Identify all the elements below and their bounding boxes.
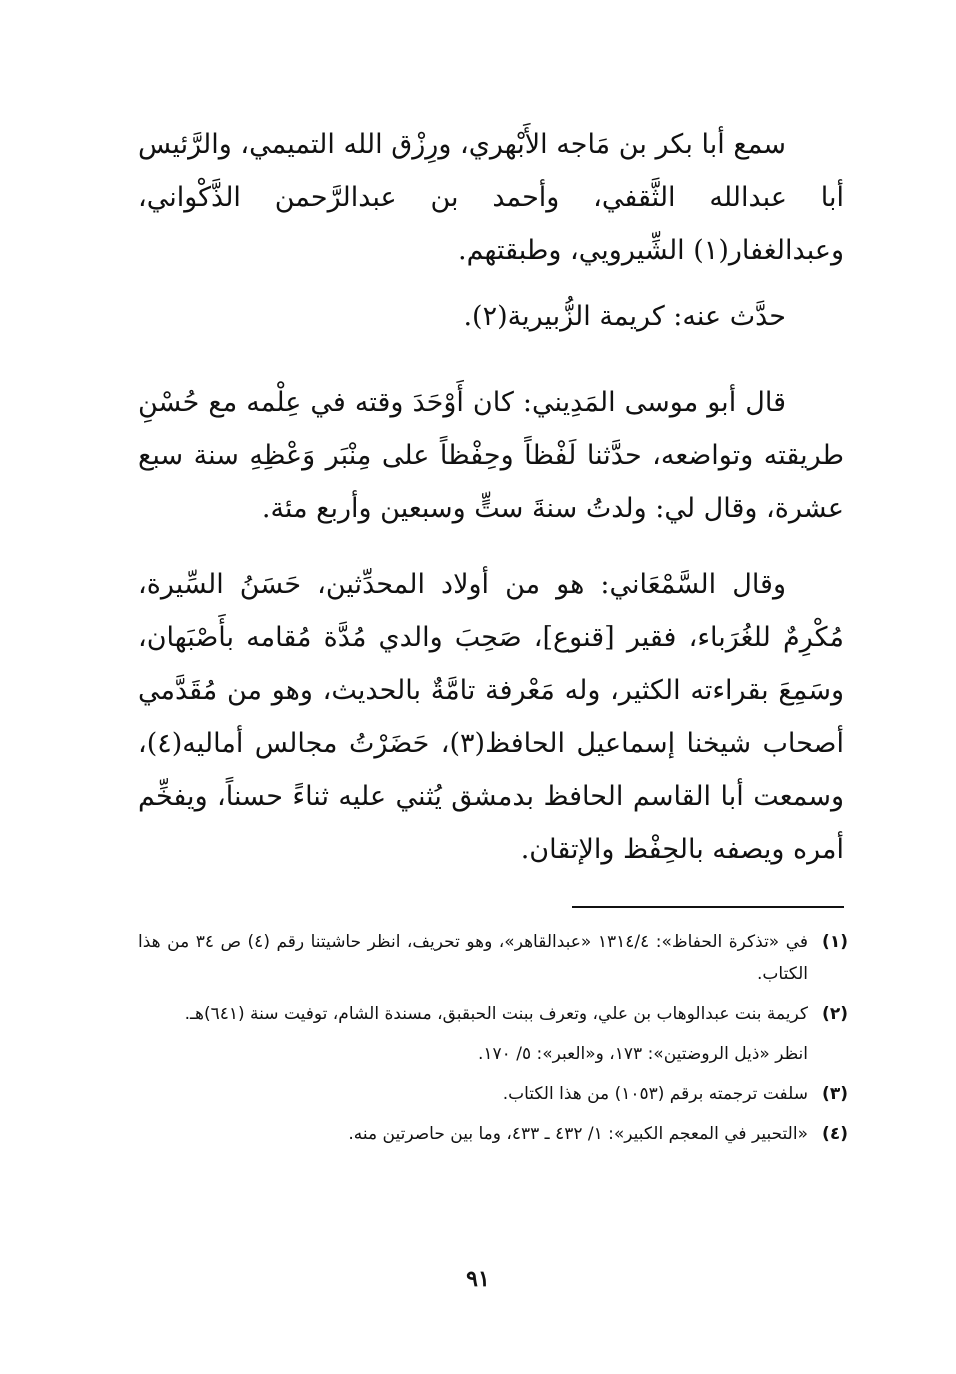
paragraph-text: قال أبو موسى المَدِيني: كان أَوْحَدَ وقته في عِلْمه مع حُسْنِ طريقته وتواضعه، حدَّثنا لَفْظاً وحِفْظاً على مِنْبَر وَعْظِهِ سنة سبع عشرة، وقال لي: ولدتُ سنةَ ستٍّ وسبعين وأربع مئة. [138,387,844,524]
footnotes-section [138,926,848,1158]
paragraph-text: سمع أبا بكر بن مَاجه الأَبْهري، ورِزْق الله التميمي، والرَّئيس أبا عبدالله الثَّقفي، وأحمد بن عبدالرَّحمن الذَّكْواني، وعبدالغفار(١) الشِّيرويي، وطبقتهم. [138,129,844,266]
paragraph-samani-quote [138,558,844,876]
footnote-item [138,926,848,990]
page-number: ٩١ [466,1266,490,1292]
paragraph-madini-quote [138,376,844,535]
paragraph-text: حدَّث عنه: كريمة الزُّبيرية(٢). [463,301,786,332]
footnote-text: «التحبير في المعجم الكبير»: ١/ ٤٣٢ ـ ٤٣٣، وما بين حاصرتين منه. [348,1124,808,1144]
footnote-item [138,1118,848,1150]
footnote-text: في «تذكرة الحفاظ»: ١٣١٤/٤ «عبدالقاهر»، وهو تحريف، انظر حاشيتنا رقم (٤) ص ٣٤ من هذا الكتاب. [138,932,809,984]
footnote-item [138,998,848,1030]
footnote-number: (١) [822,932,848,952]
footnote-text: سلفت ترجمته برقم (١٠٥٣) من هذا الكتاب. [502,1084,808,1104]
footnote-divider [572,906,844,908]
footnote-number: (٣) [822,1084,848,1104]
footnote-number: (٢) [822,1004,848,1024]
footnote-number: (٤) [822,1124,848,1144]
footnote-item [138,1078,848,1110]
paragraph-text: وقال السَّمْعَاني: هو من أولاد المحدِّثين، حَسَنُ السِّيرة، مُكْرِمٌ للغُرَباء، فقير [قنوع]، صَحِبَ والدي مُدَّة مُقامه بأَصْبَهان، وسَمِعَ بقراءته الكثير، وله مَعْرفة تامَّةٌ بالحديث، وهو من مُقَدَّمي أصحاب شيخنا إسماعيل الحافظ(٣)، حَضَرْتُ مجالس أماليه(٤)، وسمعت أبا القاسم الحافظ بدمشق يُثني عليه ثناءً حسناً، ويفخِّم أمره ويصفه بالحِفْظ والإتقان. [138,569,844,865]
paragraph-students [138,290,844,343]
footnote-continuation: انظر «ذيل الروضتين»: ١٧٣، و«العبر»: ٥/ ١٧٠. [478,1044,808,1064]
paragraph-teachers [138,118,844,277]
footnote-text: كريمة بنت عبدالوهاب بن علي، وتعرف ببنت الحبقبق، مسندة الشام، توفيت سنة (٦٤١)هـ. [184,1004,808,1024]
